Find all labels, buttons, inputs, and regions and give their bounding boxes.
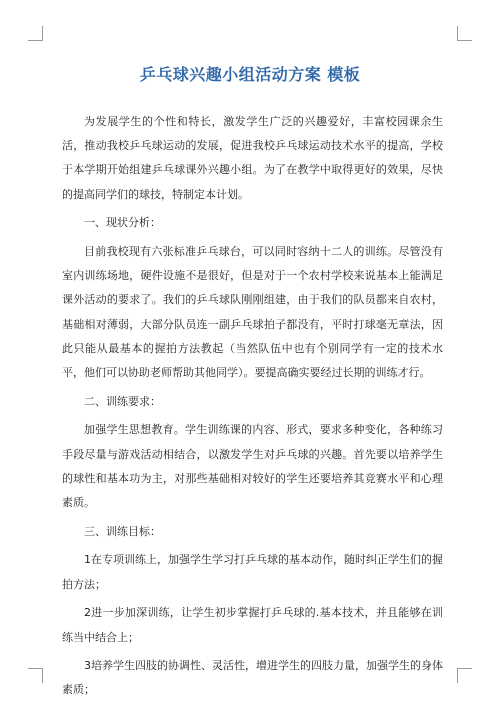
document-title: 乒乓球兴趣小组活动方案 模板 (139, 65, 361, 84)
status-paragraph: 目前我校现有六张标准乒乓球台，可以同时容纳十二人的训练。尽管没有室内训练场地，硬件设施不是很好，但是对于一个农村学校来说基本上能满足课外活动的要求了。我们的乒乓球队刚刚组建，由于我们的队员都来自农村，基础相对薄弱，大部分队员连一副乒乓球拍子都没有，平时打球毫无章法，因此只能从最基本的握拍方法教起（当然队伍中也有个别同学有一定的技术水平，他们可以协助老师帮助其他同学）。要提高确实要经过长期的训练才行。 (62, 245, 443, 380)
goal-item-3: 3培养学生四肢的协调性、灵活性，增进学生的四肢力量，加强学生的身体素质； (62, 659, 443, 697)
intro-paragraph: 为发展学生的个性和特长，激发学生广泛的兴趣爱好，丰富校园课余生活，推动我校乒乓球运动的发展，促进我校乒乓球运动技术水平的提高，学校于本学期开始组建乒乓球课外兴趣小组。为了在教学中取得更好的效果，尽快的提高同学们的球技，特制定本计划。 (62, 115, 443, 201)
goal-item-1: 1在专项训练上，加强学生学习打乒乓球的基本动作，随时纠正学生们的握拍方法； (62, 553, 443, 591)
requirements-paragraph: 加强学生思想教育。学生训练课的内容、形式，要求多种变化，各种练习手段尽量与游戏活动相结合，以激发学生对乒乓球的兴趣。首先要以培养学生的球性和基本功为主，对那些基础相对较好的学生还要培养其竞赛水平和心理素质。 (62, 423, 443, 510)
crop-mark-bottom-left (28, 668, 43, 683)
section-heading-status: 一、现状分析： (84, 216, 161, 230)
document-body (62, 110, 443, 707)
section-heading-goals: 三、训练目标： (84, 524, 161, 538)
crop-mark-top-left (28, 26, 43, 41)
goal-item-2: 2进一步加深训练，让学生初步掌握打乒乓球的.基本技术，并且能够在训练当中结合上； (62, 606, 443, 644)
crop-mark-bottom-right (457, 668, 472, 683)
section-heading-requirements: 二、训练要求： (84, 394, 161, 408)
crop-mark-top-right (457, 26, 472, 41)
